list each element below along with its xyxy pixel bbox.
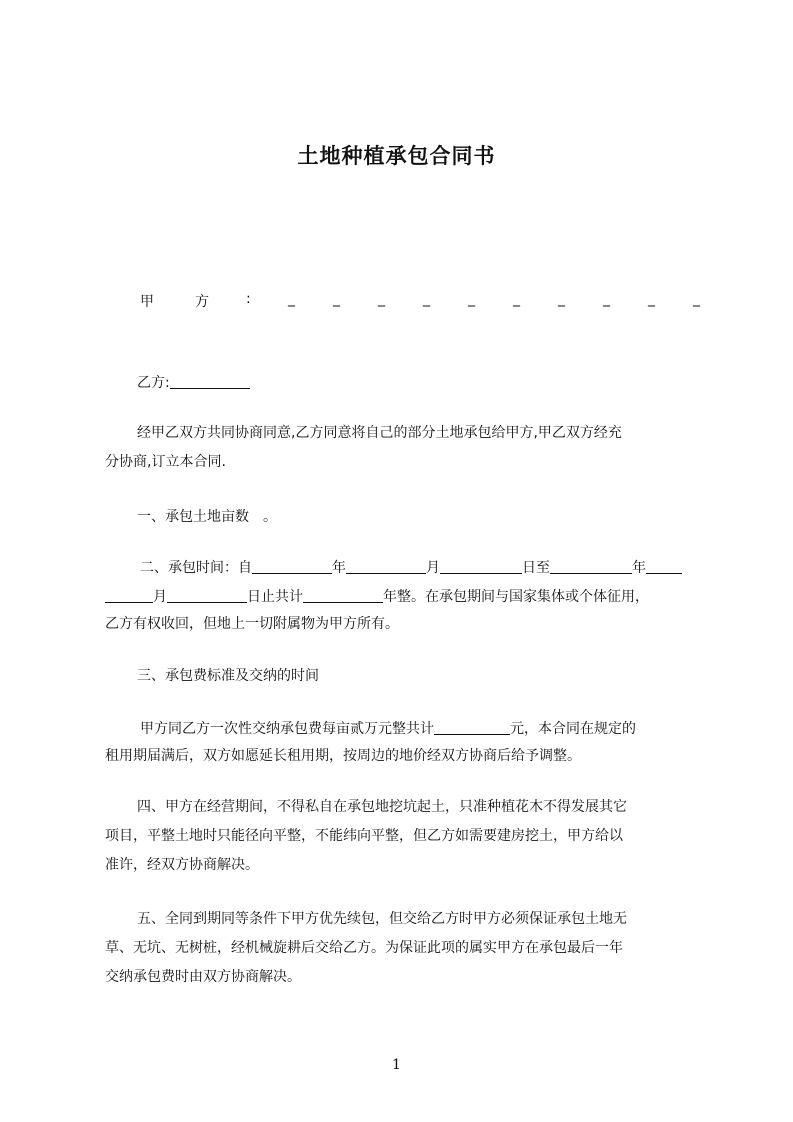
- intro-paragraph: [105, 419, 705, 477]
- intro-line-1: 经甲乙双方共同协商同意,乙方同意将自己的部分土地承包给甲方,甲乙双方经充: [137, 425, 622, 441]
- section-2-head: 二、承包时间：自: [140, 560, 252, 576]
- section-5-line-3: 交纳承包费时由双方协商解决。: [105, 969, 301, 985]
- document-title: 土地种植承包合同书: [297, 144, 496, 168]
- blank: [550, 559, 632, 574]
- blank: [167, 588, 247, 603]
- blank: [252, 559, 332, 574]
- fee-text-end: 元，本合同在规定的: [510, 721, 636, 737]
- section-2-line-2: [105, 586, 705, 606]
- day-label: 日止共计: [247, 589, 303, 605]
- blank-mark: _: [333, 291, 340, 307]
- section-4-line-1: 四、甲方在经营期间，不得私自在承包地挖坑起土，只准种植花木不得发展其它: [137, 799, 627, 815]
- blank-mark: _: [468, 291, 475, 307]
- intro-line-2: 分协商,订立本合同.: [105, 454, 226, 470]
- fee-text: 甲方同乙方一次性交纳承包费每亩贰万元整共计: [140, 721, 434, 737]
- blank-mark: _: [423, 291, 430, 307]
- section-3-line-2: 租用期届满后，双方如愿延长租用期，按周边的地价经双方协商后给予调整。: [105, 748, 581, 764]
- blank: [440, 559, 522, 574]
- section-4: [105, 793, 705, 880]
- blank-mark: _: [603, 291, 610, 307]
- section-5-line-2: 草、无坑、无树桩，经机械旋耕后交给乙方。为保证此项的属实甲方在承包最后一年: [105, 940, 623, 956]
- section-5-line-1: 五、全同到期同等条件下甲方优先续包，但交给乙方时甲方必须保证承包土地无: [137, 911, 627, 927]
- party-a-colon: :: [246, 291, 251, 307]
- blank: [303, 588, 383, 603]
- years-label: 年整。在承包期间与国家集体或个体征用，: [383, 589, 649, 605]
- section-2-line-3: 乙方有权收回，但地上一切附属物为甲方所有。: [105, 616, 399, 632]
- blank-mark: _: [558, 291, 565, 307]
- blank-mark: _: [648, 291, 655, 307]
- party-a-label-1: 甲: [140, 294, 154, 310]
- blank: [346, 559, 426, 574]
- blank-mark: _: [288, 291, 295, 307]
- blank-mark: _: [378, 291, 385, 307]
- year-label: 年: [332, 560, 346, 576]
- blank-mark: _: [513, 291, 520, 307]
- blank: [434, 720, 510, 735]
- blank-mark: _: [693, 291, 700, 307]
- party-b-line: [137, 372, 737, 392]
- month-label: 月: [153, 589, 167, 605]
- section-3-heading: 三、承包费标准及交纳的时间: [137, 668, 319, 684]
- party-a-blanks: [288, 291, 700, 307]
- section-1: 一、承包土地亩数 。: [137, 509, 277, 525]
- party-b-label: 乙方:: [137, 375, 170, 391]
- section-4-line-2: 项目，平整土地时只能径向平整，不能纬向平整，但乙方如需要建房挖土，甲方给以: [105, 828, 623, 844]
- section-4-line-3: 准许，经双方协商解决。: [105, 857, 259, 873]
- section-2-line-1: [140, 557, 740, 577]
- blank: [646, 559, 682, 574]
- day-label: 日至: [522, 560, 550, 576]
- section-3-line-1: [140, 718, 740, 738]
- blank: [105, 588, 153, 603]
- party-b-blank: [170, 374, 250, 389]
- party-a-label-2: 方: [195, 294, 209, 310]
- section-5: [105, 905, 705, 992]
- page-number: 1: [392, 1057, 401, 1073]
- month-label: 月: [426, 560, 440, 576]
- party-a-line: [140, 291, 700, 315]
- year-label: 年: [632, 560, 646, 576]
